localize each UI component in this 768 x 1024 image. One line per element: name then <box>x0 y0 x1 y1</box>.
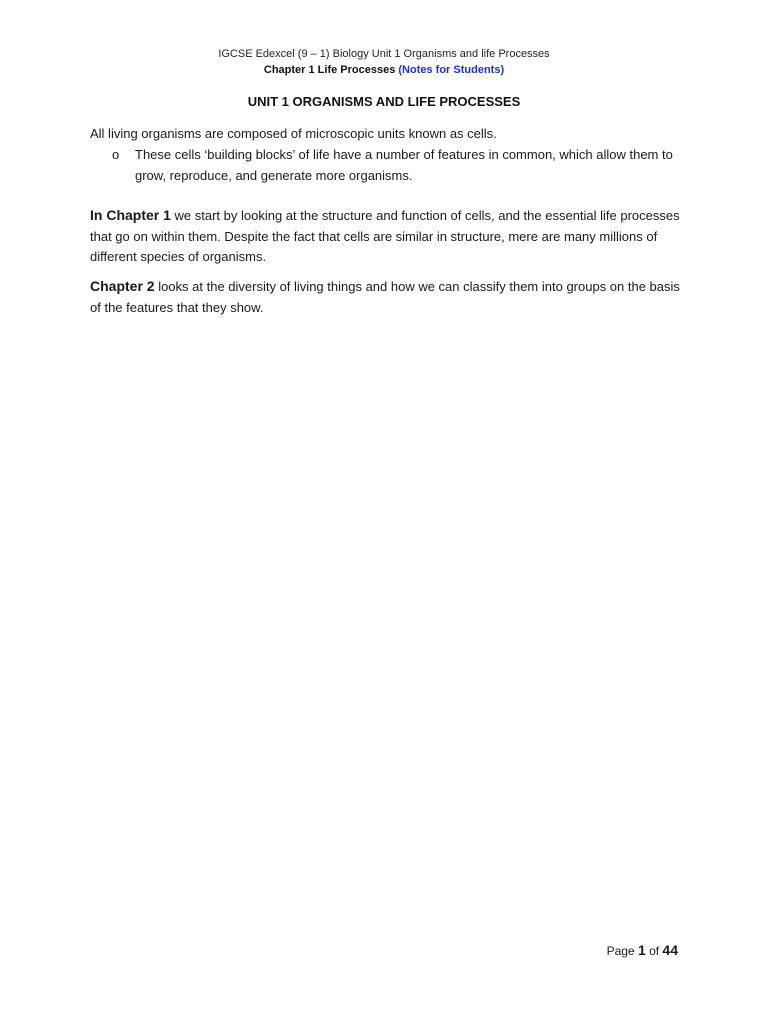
chapter1-text: we start by looking at the structure and function of cells, and the essential life processes that go on within them. Despite the fact that cells are similar in structure, mere are many millions of different species of organisms. <box>90 208 680 264</box>
unit-title: UNIT 1 ORGANISMS AND LIFE PROCESSES <box>247 94 521 109</box>
intro-paragraph: All living organisms are composed of microscopic units known as cells. <box>90 126 497 141</box>
header-course-title: IGCSE Edexcel (9 – 1) Biology Unit 1 Organisms and life Processes <box>218 48 550 60</box>
running-header <box>0 47 768 61</box>
page-footer <box>560 941 678 960</box>
page-word: Page <box>606 944 638 958</box>
chapter1-paragraph <box>90 205 680 268</box>
chapter-header <box>0 63 768 77</box>
chapter-label: Chapter 1 Life Processes <box>263 64 396 76</box>
current-page-number: 1 <box>637 942 646 958</box>
chapter2-lead: Chapter 2 <box>90 278 155 294</box>
chapter2-text: looks at the diversity of living things and how we can classify them into groups on the basis of the features that they show. <box>90 279 680 315</box>
chapter-note: (Notes for Students) <box>398 64 505 76</box>
total-page-count: 44 <box>662 942 678 958</box>
chapter1-lead: In Chapter 1 <box>90 207 171 223</box>
chapter2-paragraph <box>90 276 680 318</box>
bullet-text: These cells ‘building blocks’ of life have a number of features in common, which allow them to grow, reproduce, and generate more organisms. <box>135 147 673 183</box>
bullet-marker: o <box>112 147 120 162</box>
of-word: of <box>645 944 663 958</box>
